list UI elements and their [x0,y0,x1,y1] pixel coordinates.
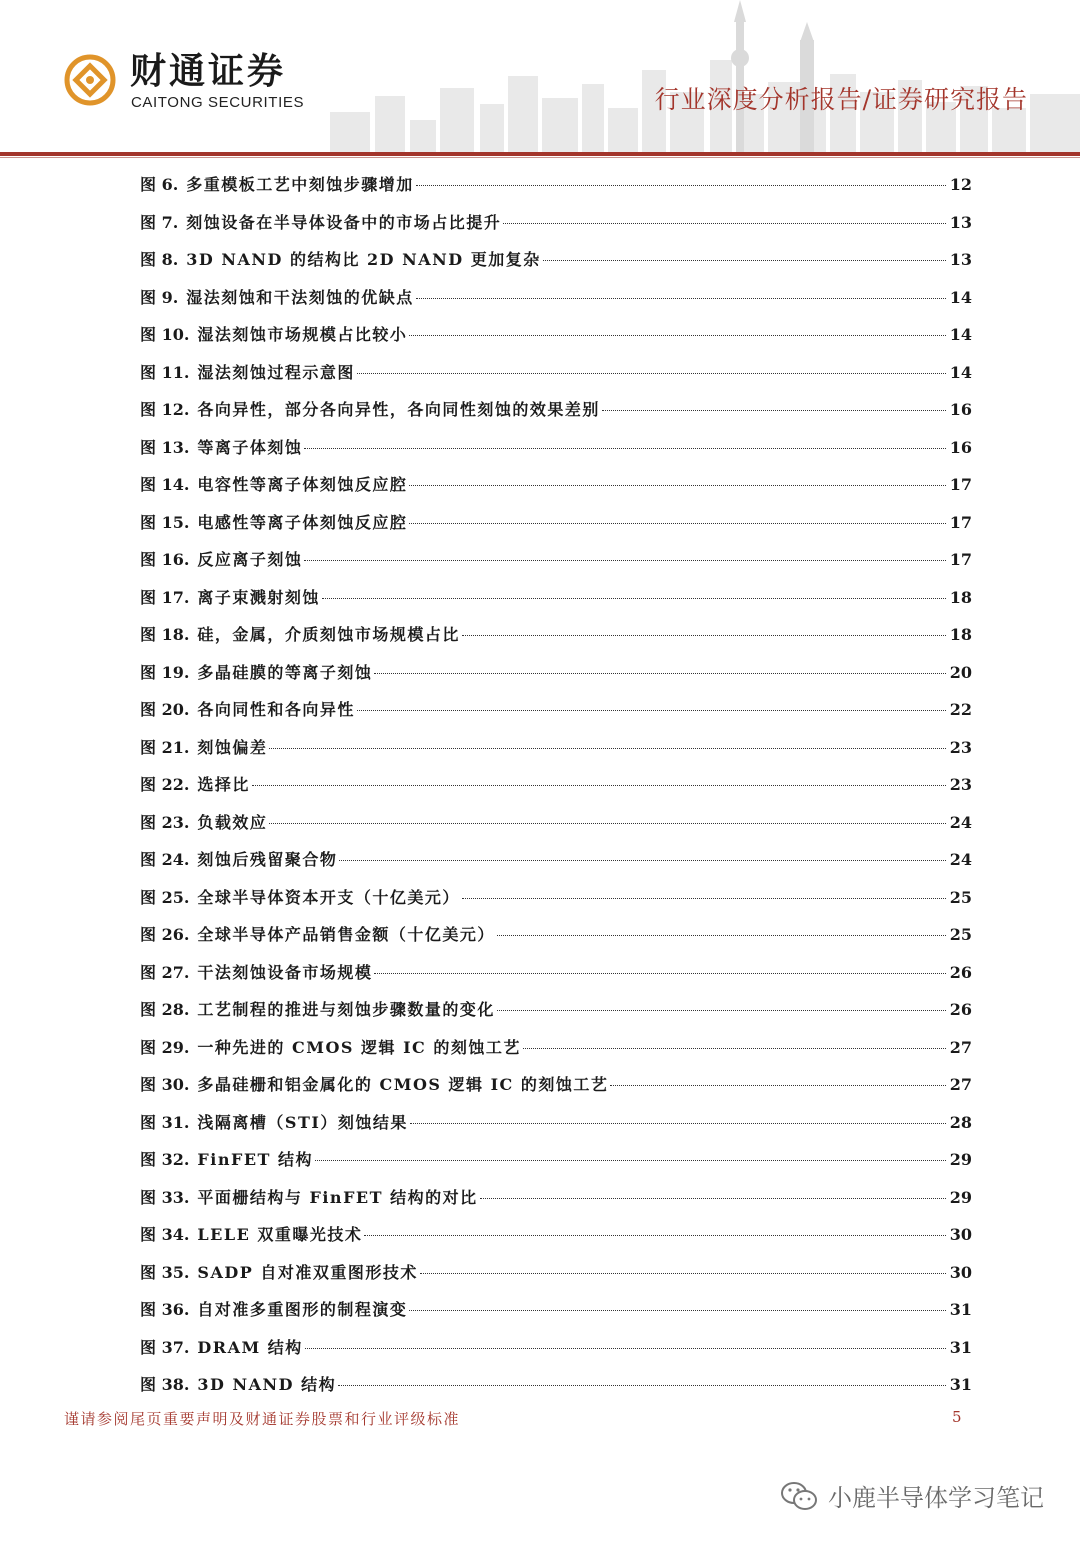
toc-figure-label: 图 20. [140,700,190,719]
toc-entry[interactable] [140,316,972,354]
toc-dot-leader [420,1273,946,1274]
toc-page-number: 28 [949,1112,972,1132]
toc-entry[interactable] [140,841,972,879]
toc-page-number: 14 [949,362,972,382]
toc-figure-label: 图 11. [140,362,190,382]
toc-figure-label: 图 33. [140,1187,190,1207]
toc-entry[interactable] [140,1179,972,1217]
toc-dot-leader [503,223,946,224]
toc-figure-title: 多重模板工艺中刻蚀步骤增加 [186,175,414,194]
toc-page-number: 27 [949,1037,972,1057]
toc-page-number: 13 [949,212,972,232]
toc-figure-title: 负载效应 [197,812,268,832]
company-name-en: CAITONG SECURITIES [131,94,305,111]
toc-entry[interactable] [140,1104,972,1142]
watermark-text: 小鹿半导体学习笔记 [828,1484,1044,1512]
toc-page-number: 22 [949,700,972,719]
toc-figure-label: 图 27. [140,962,190,982]
toc-dot-leader [269,823,946,824]
toc-figure-title: 各向同性和各向异性 [197,700,355,719]
toc-figure-title: 等离子体刻蚀 [197,437,303,457]
toc-dot-leader [610,1085,946,1086]
toc-figure-title: 湿法刻蚀过程示意图 [197,362,355,382]
toc-dot-leader [602,410,946,411]
toc-figure-label: 图 34. [140,1225,190,1244]
toc-page-number: 27 [949,1075,972,1094]
toc-entry[interactable] [140,429,972,467]
toc-figure-title: 反应离子刻蚀 [197,550,303,569]
toc-dot-leader [409,335,946,336]
toc-figure-label: 图 13. [140,437,190,457]
toc-figure-label: 图 22. [140,775,190,794]
toc-figure-label: 图 28. [140,1000,190,1019]
toc-page-number: 18 [949,587,972,607]
toc-entry[interactable] [140,654,972,692]
toc-figure-title: 干法刻蚀设备市场规模 [197,962,373,982]
toc-figure-title: FinFET 结构 [197,1150,314,1169]
toc-page-number: 24 [949,812,972,832]
toc-entry[interactable] [140,1141,972,1179]
toc-figure-title: 选择比 [197,775,250,794]
source-watermark [780,1478,1044,1513]
toc-figure-label: 图 35. [140,1262,190,1282]
toc-figure-title: 电容性等离子体刻蚀反应腔 [197,475,408,494]
toc-entry[interactable] [140,1216,972,1254]
toc-entry[interactable] [140,279,972,317]
toc-dot-leader [409,1310,946,1311]
toc-page-number: 26 [949,962,972,982]
toc-page-number: 17 [949,550,972,569]
toc-figure-label: 图 36. [140,1300,190,1319]
toc-figure-label: 图 10. [140,325,190,344]
toc-dot-leader [497,935,946,936]
toc-page-number: 16 [949,437,972,457]
toc-entry[interactable] [140,579,972,617]
toc-dot-leader [305,1348,946,1349]
toc-figure-label: 图 9. [140,287,179,307]
toc-figure-title: 多晶硅栅和铝金属化的 CMOS 逻辑 IC 的刻蚀工艺 [197,1075,609,1094]
toc-entry[interactable] [140,879,972,917]
toc-page-number: 25 [949,887,972,907]
toc-entry[interactable] [140,354,972,392]
toc-dot-leader [374,673,946,674]
toc-entry[interactable] [140,804,972,842]
toc-dot-leader [304,448,946,449]
header-divider [0,152,1080,156]
toc-figure-title: 全球半导体资本开支（十亿美元） [197,887,460,907]
toc-figure-title: 刻蚀后残留聚合物 [197,850,338,869]
toc-figure-label: 图 26. [140,925,190,944]
toc-page-number: 29 [949,1187,972,1207]
toc-figure-label: 图 31. [140,1112,190,1132]
toc-entry[interactable] [140,1029,972,1067]
toc-dot-leader [338,1385,946,1386]
toc-page-number: 16 [949,400,972,419]
toc-entry[interactable] [140,241,972,279]
toc-page-number: 23 [949,737,972,757]
toc-dot-leader [252,785,946,786]
toc-figure-title: 平面栅结构与 FinFET 结构的对比 [197,1187,478,1207]
toc-entry[interactable] [140,1254,972,1292]
toc-entry[interactable] [140,916,972,954]
toc-figure-label: 图 18. [140,625,190,644]
company-name-cn: 财通证券 [130,51,287,92]
toc-page-number: 18 [949,625,972,644]
toc-dot-leader [462,898,946,899]
toc-figure-label: 图 15. [140,512,190,532]
toc-figure-title: 全球半导体产品销售金额（十亿美元） [197,925,495,944]
toc-entry[interactable] [140,954,972,992]
toc-figure-title: 一种先进的 CMOS 逻辑 IC 的刻蚀工艺 [197,1037,521,1057]
toc-figure-label: 图 32. [140,1150,190,1169]
disclaimer-note[interactable]: 谨请参阅尾页重要声明及财通证券股票和行业评级标准 [64,1410,461,1428]
toc-page-number: 17 [949,475,972,494]
toc-page-number: 30 [949,1225,972,1244]
toc-page-number: 25 [949,925,972,944]
report-type-title: 行业深度分析报告/证券研究报告 [654,85,1028,114]
toc-dot-leader [315,1160,946,1161]
toc-dot-leader [339,860,946,861]
toc-dot-leader [416,185,946,186]
toc-page-number: 20 [949,662,972,682]
toc-dot-leader [497,1010,946,1011]
toc-figure-title: 刻蚀偏差 [197,737,268,757]
toc-figure-label: 图 14. [140,475,190,494]
toc-figure-label: 图 16. [140,550,190,569]
toc-figure-title: 离子束溅射刻蚀 [197,587,320,607]
toc-dot-leader [416,298,946,299]
toc-figure-label: 图 24. [140,850,190,869]
toc-figure-title: 湿法刻蚀和干法刻蚀的优缺点 [186,287,414,307]
toc-figure-label: 图 7. [140,212,179,232]
toc-figure-title: SADP 自对准双重图形技术 [197,1262,418,1282]
toc-page-number: 12 [949,175,972,194]
toc-entry[interactable] [140,466,972,504]
toc-figure-title: 多晶硅膜的等离子刻蚀 [197,662,373,682]
toc-figure-label: 图 21. [140,737,190,757]
toc-entry[interactable] [140,729,972,767]
toc-page-number: 31 [949,1337,972,1357]
toc-figure-title: DRAM 结构 [197,1337,303,1357]
toc-figure-title: 浅隔离槽（STI）刻蚀结果 [197,1112,408,1132]
toc-entry[interactable] [140,204,972,242]
toc-dot-leader [357,710,946,711]
toc-page-number: 14 [949,287,972,307]
city-skyline-decoration [330,0,1080,152]
toc-page-number: 29 [949,1150,972,1169]
toc-entry[interactable] [140,1066,972,1104]
toc-page-number: 24 [949,850,972,869]
page-number: 5 [952,1408,962,1426]
toc-dot-leader [480,1198,946,1199]
toc-figure-label: 图 38. [140,1375,190,1394]
toc-page-number: 17 [949,512,972,532]
toc-figure-label: 图 17. [140,587,190,607]
caitong-coin-logo-icon [62,52,118,108]
toc-page-number: 31 [949,1300,972,1319]
toc-figure-title: 工艺制程的推进与刻蚀步骤数量的变化 [197,1000,495,1019]
toc-figure-title: 电感性等离子体刻蚀反应腔 [197,512,408,532]
toc-dot-leader [409,485,946,486]
toc-figure-label: 图 30. [140,1075,190,1094]
toc-dot-leader [322,598,946,599]
toc-figure-title: 硅，金属，介质刻蚀市场规模占比 [197,625,460,644]
toc-page-number: 30 [949,1262,972,1282]
toc-figure-title: 各向异性，部分各向异性，各向同性刻蚀的效果差别 [197,400,600,419]
toc-entry[interactable] [140,504,972,542]
toc-figure-title: 3D NAND 结构 [197,1375,337,1394]
toc-figure-label: 图 23. [140,812,190,832]
header-divider-thin [0,157,1080,158]
toc-page-number: 13 [949,250,972,269]
toc-figure-label: 图 6. [140,175,179,194]
toc-entry[interactable] [140,391,972,429]
toc-entry[interactable] [140,1366,972,1404]
figure-index-list [140,166,972,1404]
toc-entry[interactable] [140,766,972,804]
toc-entry[interactable] [140,541,972,579]
toc-dot-leader [304,560,946,561]
toc-figure-label: 图 12. [140,400,190,419]
toc-dot-leader [462,635,946,636]
toc-page-number: 31 [949,1375,972,1394]
toc-figure-label: 图 19. [140,662,190,682]
toc-dot-leader [523,1048,946,1049]
toc-entry[interactable] [140,166,972,204]
toc-dot-leader [357,373,946,374]
page-header [0,0,1080,160]
toc-dot-leader [410,1123,946,1124]
toc-figure-title: 自对准多重图形的制程演变 [197,1300,408,1319]
toc-entry[interactable] [140,1329,972,1367]
toc-figure-title: 刻蚀设备在半导体设备中的市场占比提升 [186,212,502,232]
toc-dot-leader [409,523,946,524]
toc-page-number: 23 [949,775,972,794]
toc-figure-title: 湿法刻蚀市场规模占比较小 [197,325,408,344]
toc-entry[interactable] [140,691,972,729]
toc-entry[interactable] [140,1291,972,1329]
wechat-icon [780,1480,818,1512]
toc-figure-title: LELE 双重曝光技术 [197,1225,363,1244]
toc-entry[interactable] [140,616,972,654]
toc-dot-leader [269,748,946,749]
toc-figure-label: 图 8. [140,250,179,269]
toc-dot-leader [374,973,946,974]
toc-figure-title: 3D NAND 的结构比 2D NAND 更加复杂 [186,250,541,269]
toc-figure-label: 图 29. [140,1037,190,1057]
toc-dot-leader [364,1235,946,1236]
toc-page-number: 26 [949,1000,972,1019]
toc-figure-label: 图 25. [140,887,190,907]
toc-entry[interactable] [140,991,972,1029]
toc-page-number: 14 [949,325,972,344]
toc-figure-label: 图 37. [140,1337,190,1357]
toc-dot-leader [543,260,946,261]
